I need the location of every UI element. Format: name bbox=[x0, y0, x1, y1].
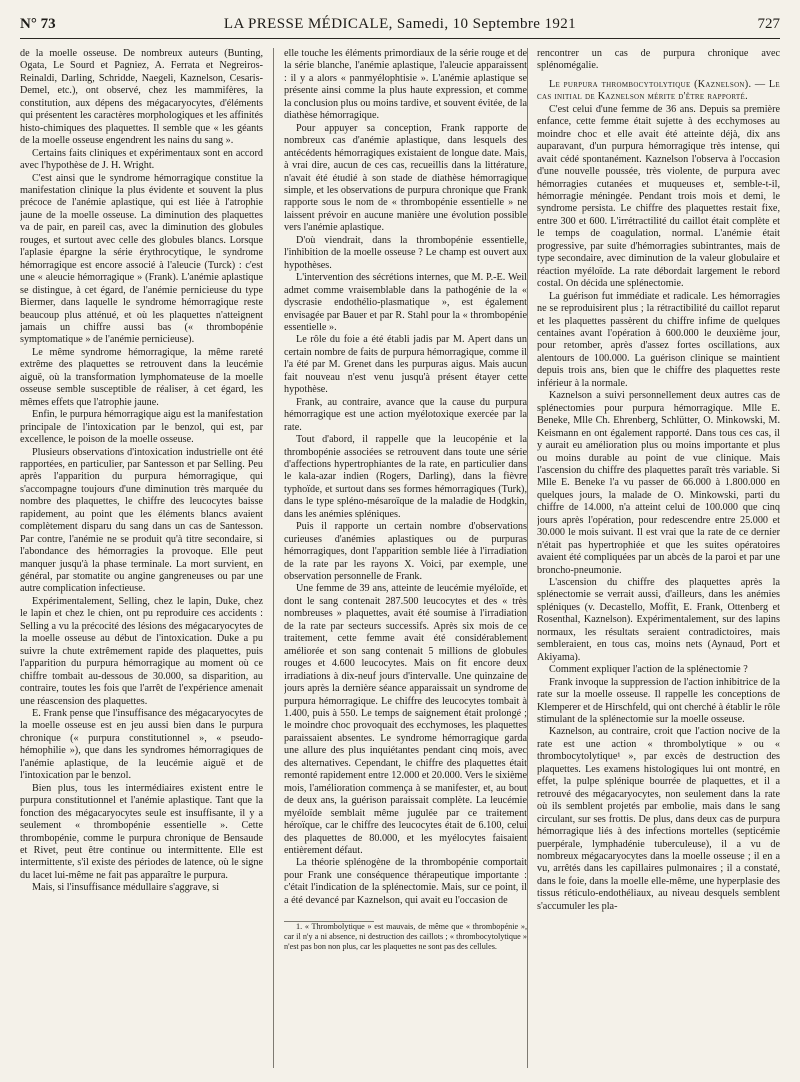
paragraph: Plusieurs observations d'intoxication industrielle ont été rapportées, en particulier, par Santesson et par Selling. Peu après l'apparition du purpura hémorragique, qui s'accompagne toujours d'une diminution très marquée du nombre des plaquettes, le chiffre des leucocytes baisse rapidement, au point que les éléments blancs avaient complètement disparu du sang dans un cas de Santesson. Par contre, l'anémie ne se produit qu'à titre secondaire, si l'abondance des hémorragies la provoque. Elle peut manquer jusqu'à la phase terminale. La mort survient, en général, par stomatite ou angine gangreneuses ou par une autre complication infectieuse. bbox=[20, 446, 263, 595]
paragraph: Expérimentalement, Selling, chez le lapin, Duke, chez le lapin et chez le chien, ont pu reproduire ces accidents : Selling a vu la précocité des lésions des mégacaryocytes de la moelle osseuse au début de l'intoxication. Duke a pu suivre la chute extrêmement rapide des plaquettes, puis l'apparition du purpura hémorragique au moment où ce chiffre tombait au-dessous de 30.000, sa disparition, au contraire, toutes les fois que l'arrêt de l'expérience amenait une réascension des plaquettes. bbox=[20, 595, 263, 707]
paragraph: Puis il rapporte un certain nombre d'observations curieuses d'anémies aplastiques ou de purpuras hémorragiques, dont l'apparition semble liée à l'irradiation de la rate par les rayons X. Voici, par exemple, une observation personnelle de Frank. bbox=[284, 521, 527, 583]
paragraph: Kaznelson a suivi personnellement deux autres cas de splénectomies pour purpura hémorragique. Mlle E. Beneke, Mlle Ch. Ehrenberg, Schlütter, O. Minkowski, M. Keismann en ont également rapporté. Dans tous ces cas, il y aurait eu amélioration plus ou moins importante et plus ou moins durable au point de vue clinique. Mais l'ascension du chiffre des plaquettes paraît très variable. Si Mlle E. Beneke l'a vu passer de 66.000 à 1.800.000 en quelques jours, la malade de O. Minkowski, parti du chiffre de 14.000, n'a atteint celui de 100.000 que cinq jours après l'opération, pour redescendre entre 25.000 et 30.000 le mois suivant. Il est vrai que la rate de ce dernier n'était pas hypertrophiée et que les suites opératoires avaient été compliquées par un abcès de la paroi et par une broncho-pneumonie. bbox=[537, 390, 780, 576]
text-column-1 bbox=[20, 48, 263, 1068]
paragraph: elle touche les éléments primordiaux de la série rouge et de la série blanche, l'anémie aplastique, l'aleucie apparaissent : il y a alors « panmyélophtisie ». L'anémie aplastique se présente ainsi comme la plus haute expression, et comme la conclusion plus ou moins tardive, et souvent évitée, de la diathèse hémorragique. bbox=[284, 48, 527, 122]
paragraph: C'est ainsi que le syndrome hémorragique constitue la manifestation clinique la plus évidente et souvent la plus précoce de l'anémie aplastique, qui est liée à l'atrophie jaune de la moelle osseuse. La diminution des plaquettes va de pair, en pareil cas, avec la diminution des globules rouges, et surtout avec celle des globules blancs. Lorsque l'aplasie épargne la série érythrocytique, le syndrome hémorragique est encore associé à l'aleucie (Turck) : c'est une « aleucie hémorragique » (Frank). L'anémie aplastique se distingue, à cet égard, de l'anémie pernicieuse du type Biermer, dans laquelle le syndrome hémorragique reste beaucoup plus atténué, et où les plaquettes n'atteignent jamais un chiffre aussi bas (« thrombopénie symptomatique » de l'anémie pernicieuse). bbox=[20, 172, 263, 346]
section-heading-paragraph: Le purpura thrombocytolytique (Kaznelson). — Le cas initial de Kaznelson mérite d'être rapporté. bbox=[537, 78, 780, 103]
paragraph: L'ascension du chiffre des plaquettes après la splénectomie se verrait aussi, d'ailleurs, dans les anémies spléniques (v. Decastello, Moffit, E. Frank, Ottenberg et Rosenthal, Kaznelson). Expérimentalement, sur des lapins normaux, les résultats seraient contradictoires, mais sembleraient, en tous cas, moins nets (Aynaud, Port et Akiyama). bbox=[537, 577, 780, 663]
paragraph: La théorie splénogène de la thrombopénie comportait pour Frank une conséquence thérapeutique importante : c'était l'indication de la splénectomie. Mais, sur ce point, il a été devancé par Kaznelson, qui avait eu l'occasion de bbox=[284, 857, 527, 906]
paragraph: Kaznelson, au contraire, croit que l'action nocive de la rate est une action « thrombolytique » ou « thrombocytolytique¹ », par excès de destruction des plaquettes. Les examens histologiques lui ont montré, en effet, la pulpe splénique bourrée de plaquettes, et il a retrouvé des mégacaryocytes, non seulement dans la rate où ils semblent projetés par embolie, mais dans le sang circulant, sur ses frottis. De plus, dans deux cas de purpura hémorragique liés à des infections mortelles (septicémie puerpérale, lymphadénie tuberculeuse), il a vu de nombreux mégacaryocytes dans la moelle osseuse ; il en a vu, arrêtés dans les capillaires pulmonaires ; il a constaté, dans le foie, dans la moelle elle-même, une hyperplasie des tissus réticulo-endothéliaux, au niveau desquels semblent s'accumuler les pla- bbox=[537, 726, 780, 912]
issue-number: N° 73 bbox=[20, 16, 56, 32]
column-divider bbox=[273, 48, 274, 1068]
paragraph: Comment expliquer l'action de la splénectomie ? bbox=[549, 664, 748, 676]
footnote: 1. « Thrombolytique » est mauvais, de même que « thrombopénie », car il n'y a ni absence, ni destruction des caillots ; « thrombocytolytique » n'est pas bon non plus, car les plaquettes ne sont pas des cellules. bbox=[284, 922, 527, 952]
paragraph: Pour appuyer sa conception, Frank rapporte de nombreux cas d'anémie aplastique, dans lesquels des antécédents hémorragiques existaient de longue date. Mais, à vrai dire, aucun de ces cas, recueillis dans la littérature, n'avait été étudié à son stade de diathèse hémorragique simple, et les observations de purpura chronique que Frank rapporte sous le nom de « thrombopénie essentielle » ne laissent prévoir en aucune manière une évolution possible vers l'anémie aplastique. bbox=[284, 122, 527, 234]
paragraph: Frank, au contraire, avance que la cause du purpura hémorragique est une action myélotoxique exercée par la rate. bbox=[284, 396, 527, 433]
paragraph: D'où viendrait, dans la thrombopénie essentielle, l'inhibition de la moelle osseuse ? Le champ est ouvert aux hypothèses. bbox=[284, 234, 527, 271]
paragraph: E. Frank pense que l'insuffisance des mégacaryocytes de la moelle osseuse est en jeu aussi bien dans le purpura chronique (« purpura constitutionnel », « pseudo-hémophilie »), que dans les syndromes hémorragiques de l'anémie aplastique, de la leucémie aiguë et de l'intoxication par le benzol. bbox=[20, 708, 263, 782]
paragraph: L'intervention des sécrétions internes, que M. P.-E. Weil admet comme vraisemblable dans la pathogénie de la « dyscrasie endothélio-plasmatique », est également envisagée par Bauer et par R. Stahl pour la « thrombopénie essentielle ». bbox=[284, 272, 527, 333]
journal-title: LA PRESSE MÉDICALE, Samedi, 10 Septembre 1921 bbox=[223, 16, 577, 32]
page-header bbox=[20, 14, 780, 39]
paragraph: Le même syndrome hémorragique, la même rareté extrême des plaquettes se retrouvent dans la leucémie aiguë, où la transformation lymphomateuse de la moelle osseuse semble susceptible de réaliser, à cet égard, les mêmes effets que l'atrophie jaune. bbox=[20, 346, 263, 408]
paragraph: Mais, si l'insuffisance médullaire s'aggrave, si bbox=[32, 882, 220, 894]
paragraph: Le rôle du foie a été établi jadis par M. Apert dans un certain nombre de faits de purpura hémorragique, comme il l'a été par M. Grenet dans les purpuras aigus. Mais aucun fait nouveau n'est venu jusqu'à présent étayer cette hypothèse. bbox=[284, 334, 527, 396]
column-divider bbox=[527, 48, 528, 1068]
page-number: 727 bbox=[757, 16, 780, 32]
paragraph: La guérison fut immédiate et radicale. Les hémorragies ne se reproduisirent plus ; la rétractibilité du caillot reparut et les plaquettes passèrent du chiffre infime de quelques centaines avant l'opération à 600.000 le deuxième jour, pour retomber, après d'assez fortes oscillations, aux alentours de 100.000. La guérison clinique se maintient depuis trois ans, bien que le chiffre des plaquettes reste inférieur à la normale. bbox=[537, 290, 780, 389]
text-column-3 bbox=[537, 48, 780, 1068]
paragraph: Enfin, le purpura hémorragique aigu est la manifestation principale de l'intoxication par le benzol, qui est, par excellence, le poison de la moelle osseuse. bbox=[20, 409, 263, 446]
paragraph: de la moelle osseuse. De nombreux auteurs (Bunting, Ogata, Le Sourd et Pagniez, A. Ferrata et Negreiros-Reinaldi, Darling, Schridde, Naegeli, Kaznelson, Cesaris-Demel, etc.), ont observé, chez les mammifères, la constitution, aux dépens des mégacaryocytes, d'éléments qui présentent les caractères morphologiques et les affinités histo-chimiques des plaquettes. Il semble que « les géants de la moelle osseuse engendrent les nains du sang ». bbox=[20, 48, 263, 147]
paragraph: Certains faits cliniques et expérimentaux sont en accord avec l'hypothèse de J. H. Wright. bbox=[20, 147, 263, 172]
paragraph: Bien plus, tous les intermédiaires existent entre le purpura constitutionnel et l'anémie aplastique. Tant que la fonction des mégacaryocytes seule est insuffisante, il y a seulement « thrombopénie essentielle ». Cette thrombopénie, comme le purpura chronique de Bensaude et Rivet, peut être continue ou intermittente. Elle est intermittente, s'il existe des périodes de latence, où le signe du lacet lui-même ne fait pas apparaître le purpura. bbox=[20, 782, 263, 881]
paragraph: rencontrer un cas de purpura chronique avec splénomégalie. bbox=[537, 48, 780, 72]
paragraph: C'est celui d'une femme de 36 ans. Depuis sa première enfance, cette femme était sujette à des ecchymoses au moindre choc et elle avait été atteinte déjà, dix ans auparavant, d'un purpura hémorragique très intense, qui avait cédé spontanément. Kaznelson l'observa à l'occasion d'une nouvelle poussée, très violente, de purpura avec hémorragies cutanées et muqueuses et, semble-t-il, hémorragie méningée. Pendant trois mois et demi, le syndrome persista. Le chiffre des plaquettes restait fixe, entre 300 et 600. L'irrétractilité du caillot était complète et le temps de coagulation, normal. L'anémie était progressive, par suite d'hémorragies subintrantes, mais de type secondaire, avec diminution de la valeur globulaire et réaction myéloïde. La rate débordait largement le rebord costal. On décida une splénectomie. bbox=[537, 103, 780, 290]
text-column-2 bbox=[284, 48, 527, 1068]
paragraph: Frank invoque la suppression de l'action inhibitrice de la rate sur la moelle osseuse. Il rappelle les conceptions de Klemperer et de Hirschfeld, qui ont cherché à établir le rôle stimulant de la splénectomie sur la moelle osseuse. bbox=[537, 676, 780, 726]
paragraph: Tout d'abord, il rappelle que la leucopénie et la thrombopénie associées se retrouvent dans toute une série d'affections hypertrophiantes de la rate, en particulier dans le kala-azar indien (Rogers, Darling), dans la fièvre typhoïde, et surtout dans ses formes hémorragiques (Turk), dans le type spléno-mésaroïque de la maladie de Hodgkin, dans les anémies spléniques. bbox=[284, 434, 527, 520]
paragraph: Une femme de 39 ans, atteinte de leucémie myéloïde, et dont le sang contenait 287.500 leucocytes et des « très nombreuses » plaquettes, avait été soumise à l'irradiation de la rate par secteurs successifs. Après six mois de ce traitement, cette femme avait été considérablement améliorée et son sang contenait 5 millions de globules rouges et 4.600 leucocytes. Mais on fit encore deux irradiations à dix-neuf jours d'intervalle. Une quinzaine de jours après la dernière séance apparaissait un syndrome de purpura hémorragique. Le chiffre des leucocytes tombait à 1.400, puis à 550. Le temps de saignement était prolongé ; le moindre choc provoquait des ecchymoses, les plaquettes paraissaient absentes. Le syndrome hémorragique garda une allure des plus inquiétantes pendant cinq mois, avec des alternatives. Cependant, le chiffre des plaquettes était remonté rapidement entre 12.000 et 20.000. Vers le sixième mois, l'amélioration commença à se manifester, et, au bout de deux ans, la guérison paraissait complète. La leucémie myéloïde semblait même jugulée par ce traitement héroïque, car le chiffre des leucocytes était de 6.100, celui des plaquettes de 80.000, et les myélocytes faisaient entièrement défaut. bbox=[284, 583, 527, 856]
